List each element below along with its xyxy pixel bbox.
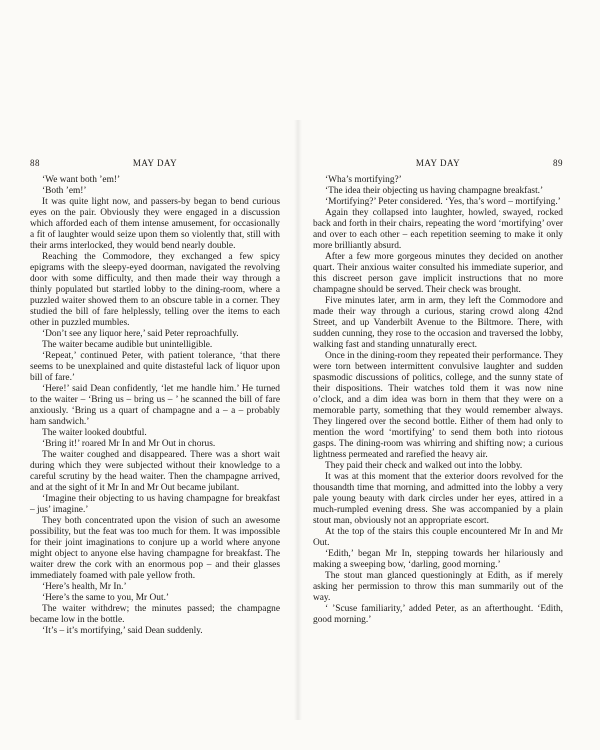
paragraph: ‘The idea their objecting us having champagne breakfast.’ <box>325 186 544 196</box>
right-page-body <box>313 175 563 626</box>
right-page-header <box>313 158 563 172</box>
paragraph: ‘Wha’s mortifying?’ <box>325 175 402 185</box>
paragraph: ‘We want both ’em!’ <box>42 175 121 185</box>
left-page-header <box>30 158 280 172</box>
page-number: 89 <box>553 158 563 168</box>
paragraph: ‘Here’s health, Mr In.’ <box>42 582 127 592</box>
book-gutter <box>294 120 302 720</box>
paragraph: Again they collapsed into laughter, howled, swayed, rocked back and forth in their chairs, repeating the word ‘mortifying’ over and over to each other – each repetition seeming to make it only more brilliantly absurd. <box>313 208 563 251</box>
page-number: 88 <box>30 158 40 168</box>
paragraph: ‘Repeat,’ continued Peter, with patient tolerance, ‘that there seems to be unexplained and quite distasteful lack of liquor upon bill of fare.’ <box>30 351 280 383</box>
paragraph: ‘Here’s the same to you, Mr Out.’ <box>42 593 170 603</box>
left-page-body <box>30 175 280 637</box>
paragraph: ‘Here!’ said Dean confidently, ‘let me handle him.’ He turned to the waiter – ‘Bring us – bring us – ’ he scanned the bill of fare anxiously. ‘Bring us a quart of champagne and a – a – probably ham sandwich.’ <box>30 384 280 427</box>
paragraph: ‘It’s – it’s mortifying,’ said Dean suddenly. <box>42 626 203 636</box>
paragraph: It was at this moment that the exterior doors revolved for the thousandth time that morning, and admitted into the lobby a very pale young beauty with dark circles under her eyes, attired in a much-rumpled evening dress. She was accompanied by a plain stout man, obviously not an appropriate escort. <box>313 472 563 526</box>
paragraph: The waiter withdrew; the minutes passed; the champagne became low in the bottle. <box>30 604 280 625</box>
running-head: MAY DAY <box>415 158 461 168</box>
running-head: MAY DAY <box>132 158 178 168</box>
left-page <box>30 158 280 637</box>
paragraph: Once in the dining-room they repeated their performance. They were torn between intermittent convulsive laughter and sudden spasmodic discussions of politics, college, and the sunny state of their dispositions. Their watches told them it was now nine o’clock, and a dim idea was born in them that they were on a memorable party, something that they would remember always. They lingered over the second bottle. Either of them had only to mention the word ‘mortifying’ to send them both into riotous gasps. The dining-room was whirring and shifting now; a curious lightness permeated and rarefied the heavy air. <box>313 351 564 460</box>
paragraph: The stout man glanced questioningly at Edith, as if merely asking her permission to throw this man summarily out of the way. <box>313 571 563 603</box>
paragraph: After a few more gorgeous minutes they decided on another quart. Their anxious waiter consulted his immediate superior, and this discreet person gave implicit instructions that no more champagne should be served. Their check was brought. <box>313 252 563 295</box>
paragraph: The waiter became audible but unintelligible. <box>42 340 213 350</box>
paragraph: The waiter looked doubtful. <box>42 428 147 438</box>
paragraph: ‘Imagine their objecting to us having champagne for breakfast – jus’ imagine.’ <box>30 494 280 515</box>
paragraph: They both concentrated upon the vision of such an awesome possibility, but the feat was too much for them. It was impossible for their joint imaginations to conjure up a world where anyone might object to anyone else having champagne for breakfast. The waiter drew the cork with an enormous pop – and their glasses immediately foamed with pale yellow froth. <box>30 516 280 581</box>
paragraph: At the top of the stairs this couple encountered Mr In and Mr Out. <box>313 527 563 548</box>
paragraph: ‘ ’Scuse familiarity,’ added Peter, as an afterthought. ‘Edith, good morning.’ <box>313 604 563 625</box>
paragraph: Five minutes later, arm in arm, they left the Commodore and made their way through a curious, staring crowd along 42nd Street, and up Vanderbilt Avenue to the Biltmore. There, with sudden cunning, they rose to the occasion and traversed the lobby, walking fast and standing unnaturally erect. <box>313 296 563 350</box>
paragraph: The waiter coughed and disappeared. There was a short wait during which they were subjected without their knowledge to a careful scrutiny by the head waiter. Then the champagne arrived, and at the sight of it Mr In and Mr Out became jubilant. <box>30 450 280 493</box>
paragraph: ‘Edith,’ began Mr In, stepping towards her hilariously and making a sweeping bow, ‘darling, good morning.’ <box>313 549 563 570</box>
paragraph: ‘Both ’em!’ <box>42 186 87 196</box>
paragraph: They paid their check and walked out into the lobby. <box>325 461 523 471</box>
paragraph: It was quite light now, and passers-by began to bend curious eyes on the pair. Obviously they were engaged in a discussion which afforded each of them intense amusement, for occasionally a fit of laughter would seize upon them so violently that, still with their arms interlocked, they would bend nearly double. <box>30 197 280 251</box>
paragraph: Reaching the Commodore, they exchanged a few spicy epigrams with the sleepy-eyed doorman, navigated the revolving door with some difficulty, and then made their way through a thinly populated but startled lobby to the dining-room, where a puzzled waiter showed them to an obscure table in a corner. They studied the bill of fare helplessly, telling over the items to each other in puzzled mumbles. <box>30 252 280 328</box>
paragraph: ‘Bring it!’ roared Mr In and Mr Out in chorus. <box>42 439 216 449</box>
paragraph: ‘Mortifying?’ Peter considered. ‘Yes, tha’s word – mortifying.’ <box>325 197 561 207</box>
paragraph: ‘Don’t see any liquor here,’ said Peter reproachfully. <box>42 329 239 339</box>
right-page <box>313 158 563 626</box>
